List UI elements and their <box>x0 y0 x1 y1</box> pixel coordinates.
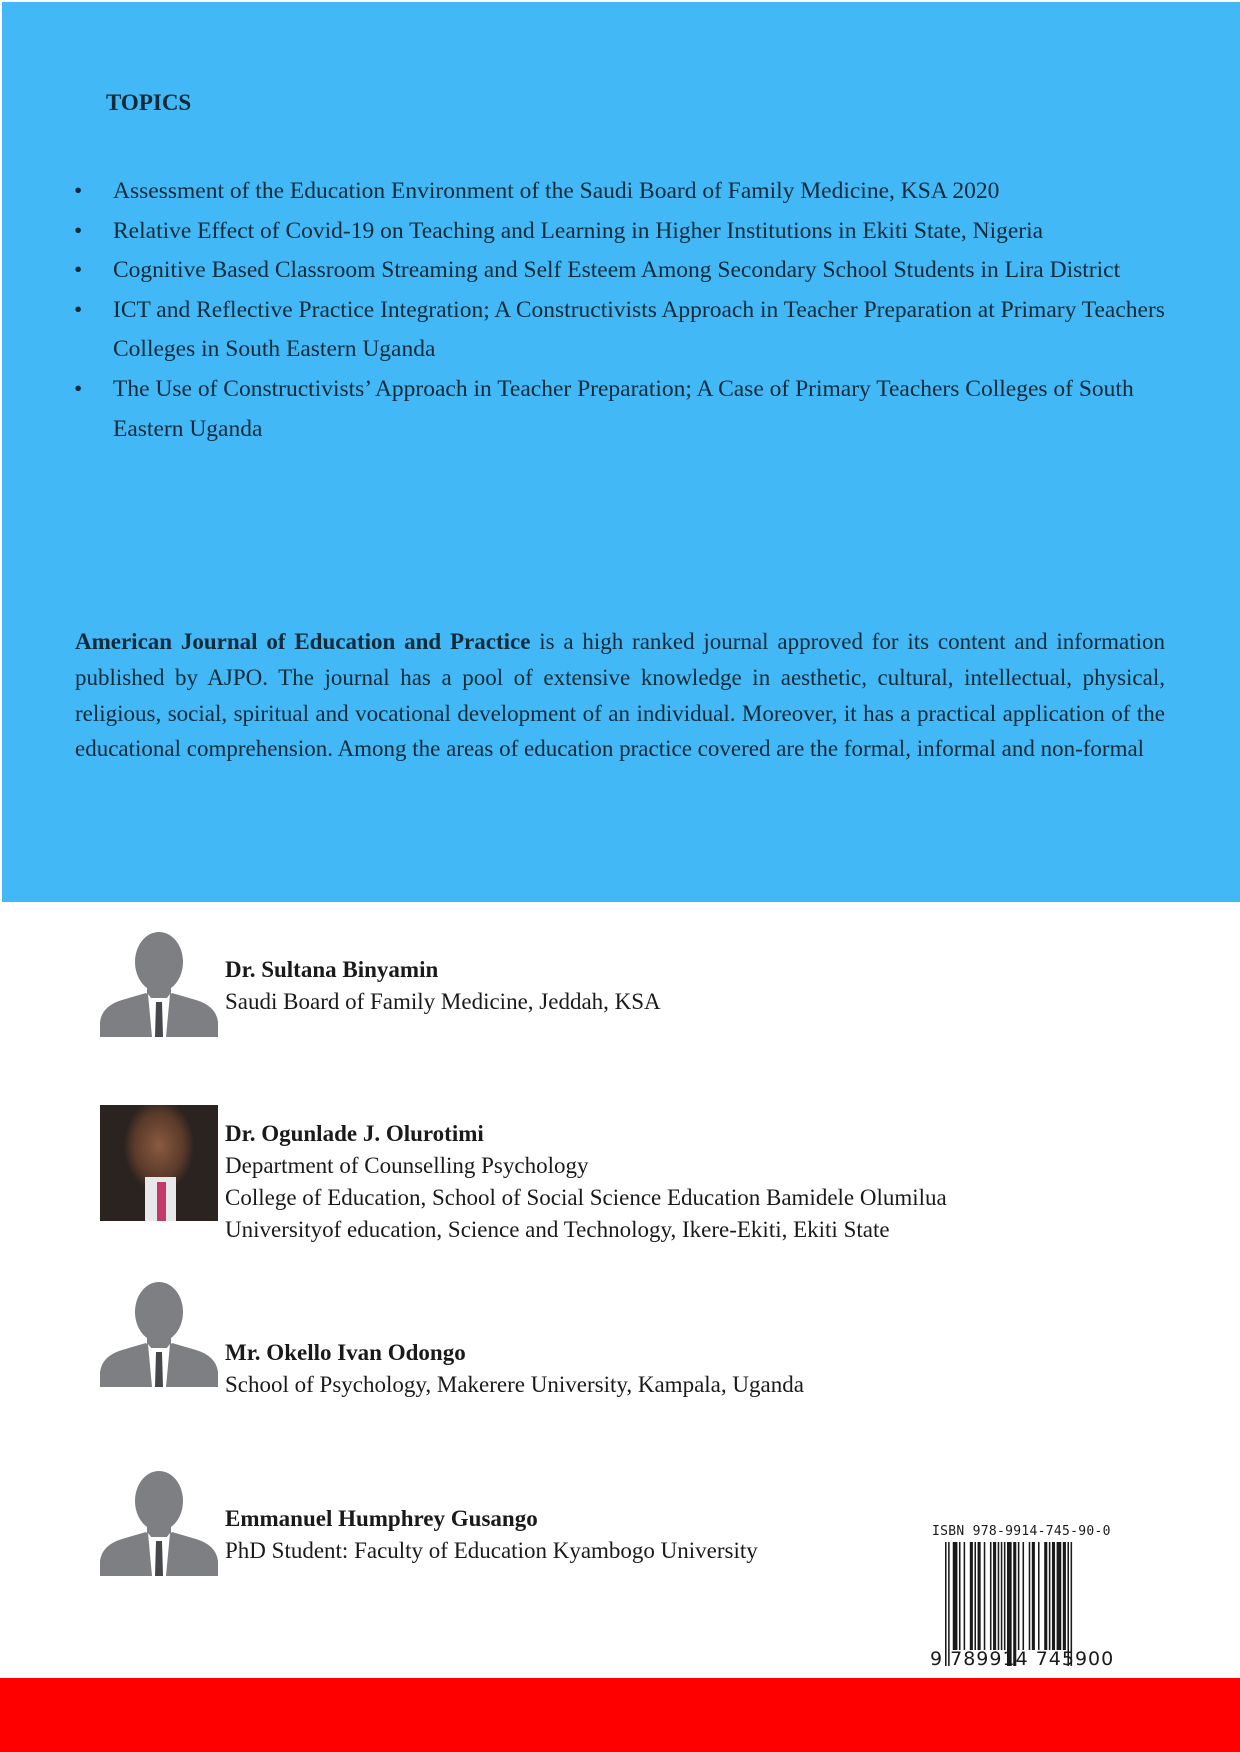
barcode-bar <box>964 1542 966 1650</box>
footer-band <box>0 1678 1240 1752</box>
barcode-bar <box>1029 1542 1031 1650</box>
barcode-bar <box>1052 1542 1055 1650</box>
barcode-bar <box>1004 1542 1006 1650</box>
author-name: Dr. Sultana Binyamin <box>225 957 439 982</box>
author-info <box>225 1503 758 1567</box>
author-photo <box>100 1105 218 1221</box>
barcode-bar <box>1063 1542 1066 1650</box>
author-affiliation: Universityof education, Science and Technology, Ikere-Ekiti, Ekiti State <box>225 1217 890 1242</box>
topic-item: • The Use of Constructivists’ Approach in Teacher Preparation; A Case of Primary Teachers Colleges of South Eastern Uganda <box>74 370 1184 449</box>
barcode-bar <box>978 1542 981 1650</box>
barcode-bar <box>1057 1542 1062 1650</box>
barcode-bar <box>1044 1542 1047 1650</box>
author-name: Emmanuel Humphrey Gusango <box>225 1506 538 1531</box>
isbn-label: ISBN 978-9914-745-90-0 <box>932 1524 1111 1539</box>
author-affiliation: School of Psychology, Makerere University, Kampala, Uganda <box>225 1372 804 1397</box>
barcode-digits: 9 789914 745900 <box>930 1648 1115 1670</box>
topics-list <box>74 172 1184 449</box>
barcode-bar <box>1032 1542 1035 1650</box>
author-affiliation: Department of Counselling Psychology <box>225 1153 589 1178</box>
author-affiliation: College of Education, School of Social Science Education Bamidele Olumilua <box>225 1185 947 1210</box>
barcode-bar <box>1038 1542 1040 1650</box>
author-info <box>225 954 661 1018</box>
person-silhouette-icon <box>100 1280 218 1387</box>
person-silhouette-icon <box>100 930 218 1037</box>
barcode-bar <box>984 1542 986 1650</box>
author-affiliation: PhD Student: Faculty of Education Kyambogo University <box>225 1538 758 1563</box>
topic-item: • Cognitive Based Classroom Streaming and Self Esteem Among Secondary School Students in Lira District <box>74 251 1184 291</box>
barcode-bar <box>993 1542 996 1650</box>
barcode-bar <box>1001 1542 1003 1650</box>
barcode-bar <box>1018 1542 1020 1650</box>
topic-item: • ICT and Reflective Practice Integration; A Constructivists Approach in Teacher Preparation at Primary Teachers Colleges in South Eastern Uganda <box>74 291 1184 370</box>
author-name: Dr. Ogunlade J. Olurotimi <box>225 1121 484 1146</box>
barcode-bar <box>1023 1542 1025 1650</box>
journal-name: American Journal of Education and Practice <box>75 629 531 654</box>
journal-description <box>75 624 1165 767</box>
author-info <box>225 1118 947 1246</box>
barcode-bar <box>953 1542 958 1650</box>
author-info <box>225 1337 804 1401</box>
barcode-bar <box>998 1542 1000 1650</box>
person-silhouette-icon <box>100 1469 218 1576</box>
topic-item: • Relative Effect of Covid-19 on Teaching and Learning in Higher Institutions in Ekiti State, Nigeria <box>74 212 1184 252</box>
author-name: Mr. Okello Ivan Odongo <box>225 1340 466 1365</box>
barcode-bar <box>974 1542 976 1650</box>
topics-heading: TOPICS <box>106 90 192 115</box>
barcode-bar <box>970 1542 973 1650</box>
author-affiliation: Saudi Board of Family Medicine, Jeddah, KSA <box>225 989 661 1014</box>
description-text: is a high ranked journal approved for its content and information published by AJPO. The journal has a pool of extensive knowledge in aesthetic, cultural, intellectual, physical, religious, social, spiritual and vocational development of an individual. Moreover, it has a practical application of the educational comprehension. Among the areas of education practice covered are the formal, informal and non-formal <box>75 629 1165 762</box>
barcode-bar <box>1049 1542 1051 1650</box>
barcode-bar <box>959 1542 961 1650</box>
topic-item: • Assessment of the Education Environment of the Saudi Board of Family Medicine, KSA 2020 <box>74 172 1184 212</box>
barcode-bar <box>990 1542 992 1650</box>
